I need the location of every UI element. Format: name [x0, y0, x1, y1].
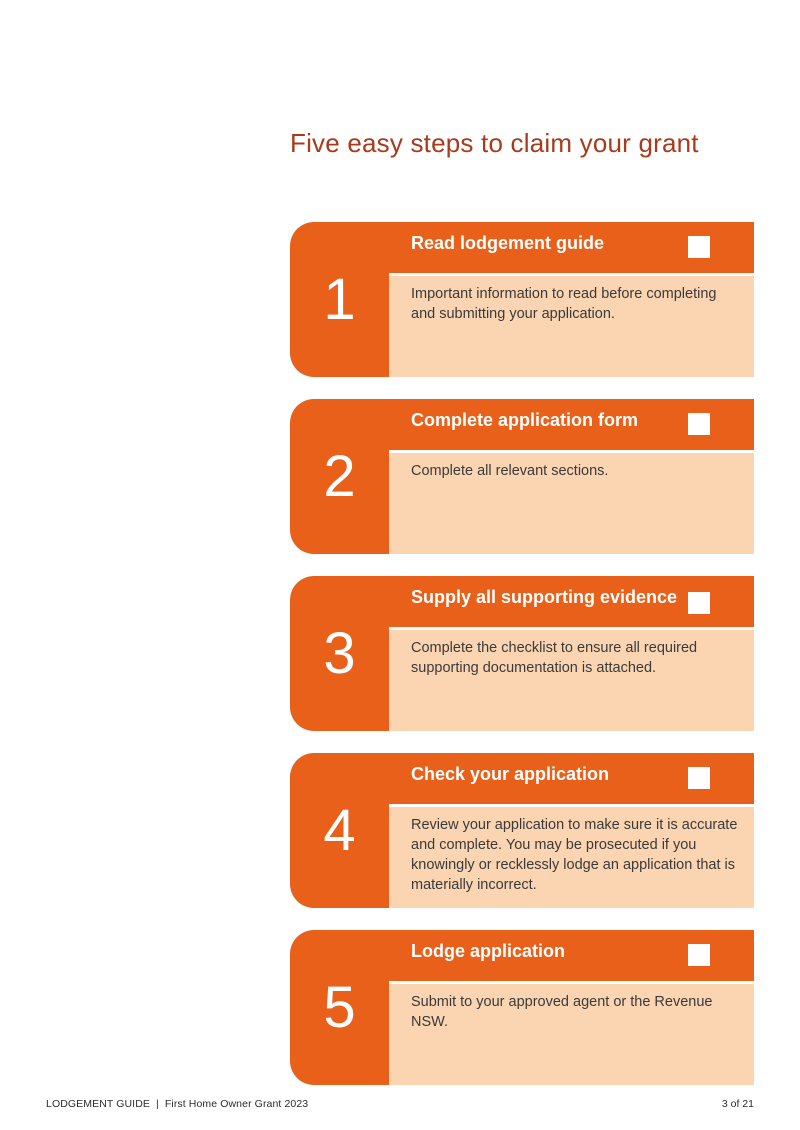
step-title: Lodge application — [411, 941, 566, 961]
step-number: 5 — [290, 930, 389, 1085]
step-number: 2 — [290, 399, 389, 554]
page-title: Five easy steps to claim your grant — [290, 128, 699, 158]
step-description: Important information to read before completing and submitting your application. — [411, 286, 717, 322]
step-header — [389, 399, 754, 450]
step-header — [389, 222, 754, 273]
step-header — [389, 753, 754, 804]
step-number: 1 — [290, 222, 389, 377]
step-checkbox[interactable] — [688, 767, 710, 789]
step-description: Complete all relevant sections. — [411, 463, 609, 479]
step-checkbox[interactable] — [688, 592, 710, 614]
step-3 — [290, 576, 754, 731]
step-description: Complete the checklist to ensure all required supporting documentation is attached. — [411, 640, 698, 676]
step-title: Complete application form — [411, 410, 639, 430]
step-description: Review your application to make sure it is accurate and complete. You may be prosecuted if you knowingly or recklessly lodge an application that is materially incorrect. — [411, 817, 738, 893]
step-checkbox[interactable] — [688, 413, 710, 435]
step-body — [389, 453, 754, 554]
step-number: 4 — [290, 753, 389, 908]
step-header — [389, 930, 754, 981]
step-title: Read lodgement guide — [411, 233, 605, 253]
step-title: Check your application — [411, 764, 610, 784]
step-number: 3 — [290, 576, 389, 731]
step-title: Supply all supporting evidence — [411, 587, 678, 607]
step-checkbox[interactable] — [688, 236, 710, 258]
step-checkbox[interactable] — [688, 944, 710, 966]
step-1 — [290, 222, 754, 377]
step-5 — [290, 930, 754, 1085]
steps-list — [290, 222, 754, 1107]
step-body — [389, 276, 754, 377]
footer-page-number: 3 of 21 — [721, 1098, 754, 1110]
step-header — [389, 576, 754, 627]
step-body — [389, 630, 754, 731]
step-4 — [290, 753, 754, 908]
step-description: Submit to your approved agent or the Revenue NSW. — [411, 994, 713, 1030]
footer-document-title: LODGEMENT GUIDE | First Home Owner Grant 2023 — [46, 1098, 309, 1110]
step-body — [389, 984, 754, 1085]
step-body — [389, 807, 754, 908]
step-2 — [290, 399, 754, 554]
